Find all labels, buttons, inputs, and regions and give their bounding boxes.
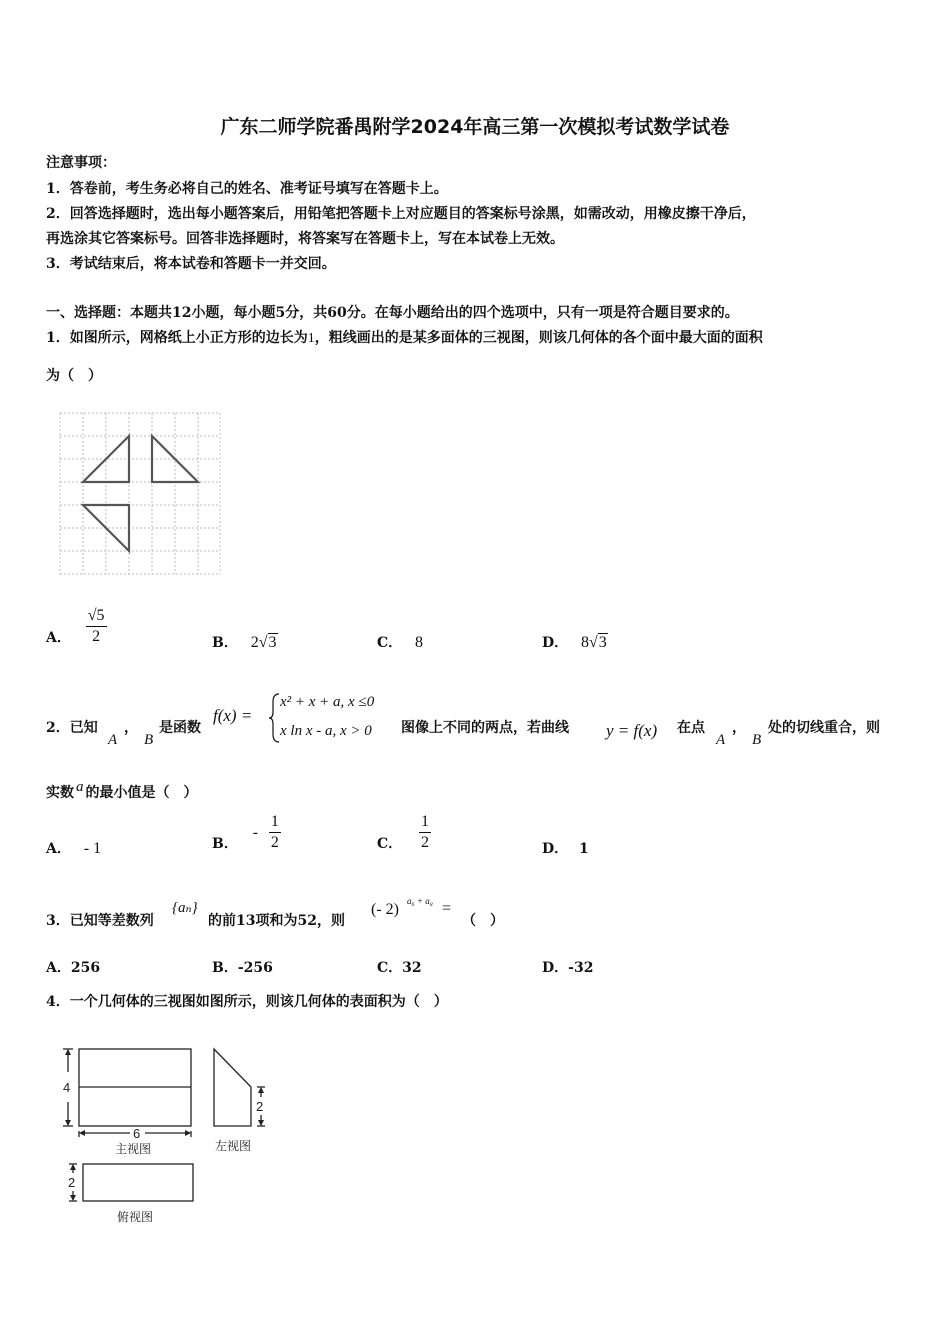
q2-comma-2: ， xyxy=(732,720,746,736)
q2-point-b-2: B xyxy=(752,732,762,748)
q3-option-a[interactable]: A．256 xyxy=(46,960,101,976)
q2-line-2: 实数 a 的最小值是（ ） xyxy=(46,779,198,801)
q1-option-d[interactable]: D． 8√3 xyxy=(542,634,607,651)
q2-at-point: 在点 xyxy=(677,720,705,736)
q2-case-1: x² + x + a, x ≤0 xyxy=(280,694,375,710)
q3-option-d[interactable]: D．-32 xyxy=(542,960,594,976)
q3-mid: 的前13项和为52，则 xyxy=(208,913,345,929)
q2-function-name: f(x) = xyxy=(213,706,253,725)
q2-option-c[interactable]: C． $\frac{1}{2}$ xyxy=(377,813,430,852)
q4-dim-2-top: 2 xyxy=(68,1175,76,1190)
q1-option-b[interactable]: B． 2√3 xyxy=(212,634,277,651)
top-view-rect xyxy=(83,1164,193,1201)
q4-three-view-figure xyxy=(55,1040,285,1230)
notice-heading: 注意事项： xyxy=(46,155,116,171)
q2-is-function: 是函数 xyxy=(159,720,201,736)
q2-point-a-2: A xyxy=(716,732,726,748)
section-heading: 一、选择题：本题共12小题，每小题5分，共60分。在每小题给出的四个选项中，只有一项是符合题目要求的。 xyxy=(46,305,739,321)
page-title: 广东二师学院番禺附学2024年高三第一次模拟考试数学试卷 xyxy=(220,116,730,138)
q1-text: 1．如图所示，网格纸上小正方形的边长为1，粗线画出的是某多面体的三视图，则该几何体的各个面中最大面的面积 xyxy=(46,330,763,346)
q3-tail: （ ） xyxy=(462,913,504,929)
notice-item-3: 3．考试结束后，将本试卷和答题卡一并交回。 xyxy=(46,256,336,272)
q3-lead: 3．已知等差数列 xyxy=(46,913,154,929)
grid-lines xyxy=(60,413,220,574)
notice-item-2a: 2．回答选择题时，选出每小题答案后，用铅笔把答题卡上对应题目的答案标号涂黑，如需改动，用橡皮擦干净后， xyxy=(46,206,756,222)
q2-option-d[interactable]: D． 1 xyxy=(542,841,589,857)
q1-three-view-figure xyxy=(55,405,225,580)
q2-comma: ， xyxy=(124,720,138,736)
q3-expr-base: (- 2) xyxy=(371,901,399,918)
q4-top-view-label: 俯视图 xyxy=(117,1210,154,1224)
q2-case-2: x ln x - a, x > 0 xyxy=(280,723,372,739)
notice-item-1: 1．答卷前，考生务必将自己的姓名、准考证号填写在答题卡上。 xyxy=(46,181,448,197)
q4-dim-2-side: 2 xyxy=(256,1099,264,1114)
q1-text-end: 为（ ） xyxy=(46,368,102,384)
side-view-shape xyxy=(214,1049,251,1126)
q3-option-b[interactable]: B．-256 xyxy=(212,960,273,976)
q3-option-c[interactable]: C．32 xyxy=(377,960,422,976)
q1-option-a[interactable]: A． $\frac{√5}{2}$ xyxy=(46,607,105,646)
q2-point-b: B xyxy=(144,732,154,748)
q4-text: 4．一个几何体的三视图如图所示，则该几何体的表面积为（ ） xyxy=(46,994,448,1010)
q1-option-c[interactable]: C． 8 xyxy=(377,634,424,651)
q2-point-a: A xyxy=(108,732,118,748)
q2-option-b[interactable]: B． - $\frac{1}{2}$ xyxy=(212,813,279,852)
q2-tail: 处的切线重合，则 xyxy=(768,720,880,736)
q4-side-view-label: 左视图 xyxy=(215,1139,252,1153)
q2-mid: 图像上不同的两点，若曲线 xyxy=(401,720,569,736)
q4-dim-4: 4 xyxy=(63,1080,71,1095)
q4-dim-6: 6 xyxy=(133,1126,141,1141)
q4-front-view-label: 主视图 xyxy=(115,1142,152,1156)
q2-lead: 2．已知 xyxy=(46,720,98,736)
q3-sequence: {aₙ} xyxy=(172,900,198,916)
q3-expr-eq: = xyxy=(442,900,452,917)
notice-item-2b: 再选涂其它答案标号。回答非选择题时，将答案写在答题卡上，写在本试卷上无效。 xyxy=(46,231,564,247)
q3-expr-exponent: a₆ + a₈ xyxy=(407,896,433,906)
q2-option-a[interactable]: A． - 1 xyxy=(46,840,102,857)
q2-curve: y = f(x) xyxy=(606,721,658,740)
